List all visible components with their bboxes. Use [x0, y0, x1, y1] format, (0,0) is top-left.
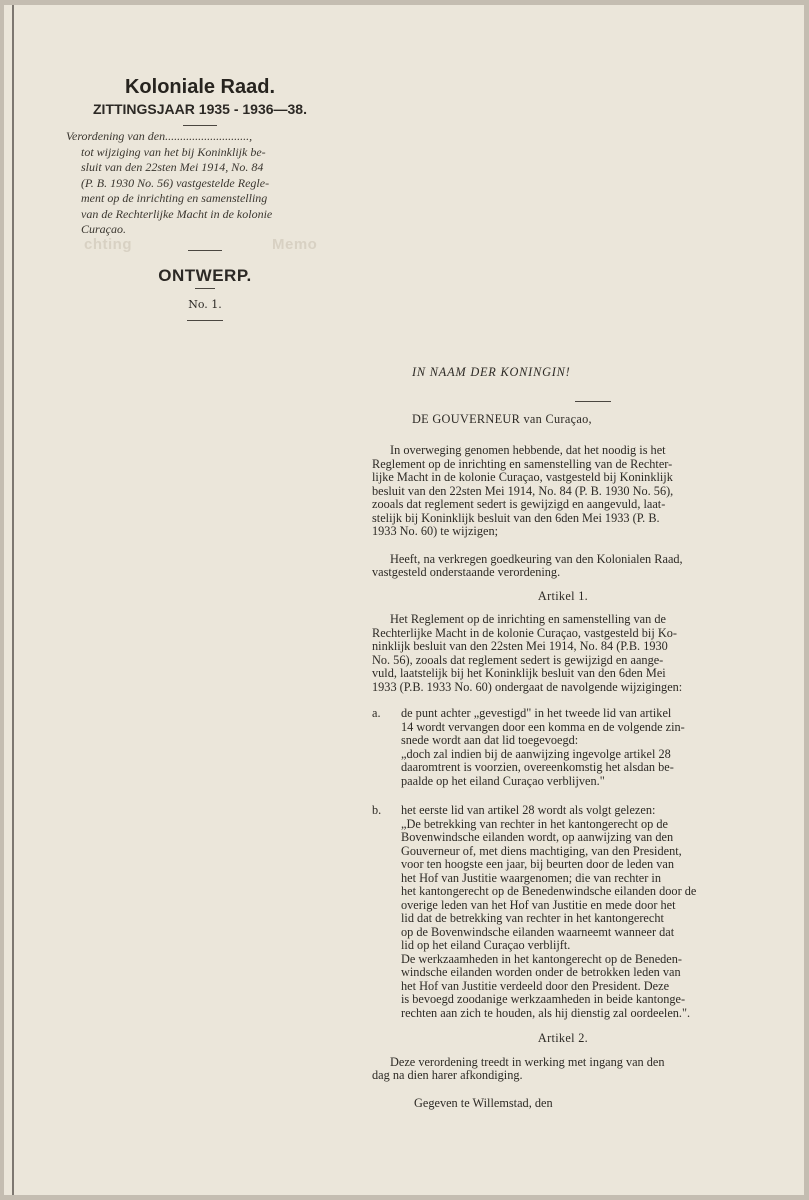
- draft-number: No. 1.: [188, 297, 222, 311]
- amendment-a-line: snede wordt aan dat lid toegevoegd:: [401, 733, 579, 747]
- amendment-b-line: Gouverneur of, met diens machtiging, van den President,: [401, 843, 682, 858]
- number-divider: [187, 320, 223, 321]
- article-2-line: Deze verordening treedt in werking met ingang van den: [390, 1054, 665, 1069]
- amendment-b-line: lid dat de betrekking van rechter in het kantongerecht: [401, 911, 664, 925]
- amendment-b-line: Bovenwindsche eilanden wordt, op aanwijzing van den: [401, 830, 674, 844]
- title-line: ment op de inrichting en samenstelling: [81, 191, 268, 205]
- preamble-line: 1933 No. 60) te wijzigen;: [372, 524, 499, 538]
- amendment-a-letter: a.: [372, 706, 381, 720]
- amendment-b-line: rechten aan zich te houden, als hij dienstig zal oordeelen.".: [401, 1005, 691, 1020]
- closing-line: Gegeven te Willemstad, den: [414, 1095, 553, 1110]
- amendment-b-line: het eerste lid van artikel 28 wordt als volgt gelezen:: [401, 803, 656, 817]
- preamble-line: stelijk bij Koninklijk besluit van den 6den Mei 1933 (P. B.: [372, 510, 660, 525]
- article-1-line: Rechterlijke Macht in de kolonie Curaçao, vastgesteld bij Ko-: [372, 625, 677, 640]
- title-divider: [188, 250, 222, 251]
- amendment-b-line: op de Bovenwindsche eilanden waarneemt wanneer dat: [401, 924, 675, 939]
- amendment-b-text: [401, 804, 754, 1020]
- article-1-line: ninklijk besluit van den 22sten Mei 1914, No. 84 (P.B. 1930: [372, 639, 668, 653]
- bleed-through-text-right: Memo: [272, 236, 318, 253]
- draft-underline: [195, 288, 215, 289]
- article-2-heading: Artikel 2.: [537, 1031, 589, 1045]
- preamble-line: zooals dat reglement sedert is gewijzigd en aangevuld, laat-: [372, 497, 666, 511]
- article-1-line: 1933 (P.B. 1933 No. 60) ondergaat de navolgende wijzigingen:: [372, 679, 683, 694]
- title-line: (P. B. 1930 No. 56) vastgestelde Regle-: [81, 175, 270, 190]
- article-2-paragraph: [372, 1056, 754, 1083]
- article-1-line: No. 56), zooals dat reglement sedert is gewijzigd en aange-: [372, 652, 664, 667]
- amendment-a-line: daaromtrent is voorzien, overeenkomstig het alsdan be-: [401, 760, 674, 774]
- amendment-b-line: is bevoegd zoodanige werkzaamheden in beide kantonge-: [401, 992, 686, 1006]
- preamble-line: Reglement op de inrichting en samenstelling van de Rechter-: [372, 456, 673, 471]
- article-1-paragraph: [372, 613, 754, 694]
- governor-line: DE GOUVERNEUR van Curaçao,: [412, 411, 592, 426]
- enactment-line: Heeft, na verkregen goedkeuring van den Kolonialen Raad,: [390, 551, 683, 566]
- amendment-a: [372, 707, 754, 788]
- article-1-line: Het Reglement op de inrichting en samenstelling van de: [390, 612, 666, 626]
- amendment-b-line: het kantongerecht op de Benedenwindsche eilanden door de: [401, 884, 697, 898]
- invocation: IN NAAM DER KONINGIN!: [412, 365, 571, 379]
- amendment-b: [372, 804, 754, 1020]
- amendment-b-line: „De betrekking van rechter in het kantongerecht op de: [401, 816, 669, 831]
- amendment-b-line: windsche eilanden worden onder de betrokken leden van: [401, 965, 681, 979]
- amendment-b-line: voor ten hoogste een jaar, bij beurten door de leden van: [401, 857, 675, 871]
- council-name: Koloniale Raad.: [124, 76, 276, 98]
- amendment-a-line: „doch zal indien bij de aanwijzing ingevolge artikel 28: [401, 746, 671, 761]
- preamble-line: In overweging genomen hebbende, dat het noodig is het: [390, 443, 666, 457]
- enactment-paragraph: [372, 553, 754, 580]
- article-2-line: dag na dien harer afkondiging.: [372, 1068, 523, 1082]
- amendment-a-line: paalde op het eiland Curaçao verblijven.": [401, 773, 605, 788]
- title-line: van de Rechterlijke Macht in de kolonie: [81, 206, 273, 221]
- amendment-a-text: [401, 707, 754, 788]
- draft-heading: ONTWERP.: [158, 265, 252, 285]
- amendment-b-letter: b.: [372, 803, 382, 817]
- amendment-b-line: overige leden van het Hof van Justitie en mede door het: [401, 897, 676, 912]
- article-1-heading: Artikel 1.: [537, 588, 589, 603]
- title-line: Verordening van den............................,: [66, 129, 253, 143]
- header-divider: [183, 125, 217, 126]
- amendment-b-line: lid op het eiland Curaçao verblijft.: [401, 938, 571, 952]
- document-header: [60, 75, 340, 321]
- article-1-line: vuld, laatstelijk bij het Koninklijk besluit van den 6den Mei: [372, 666, 666, 680]
- title-line: sluit van den 22sten Mei 1914, No. 84: [81, 160, 264, 174]
- invocation-divider: [575, 401, 611, 402]
- amendment-a-line: 14 wordt vervangen door een komma en de volgende zin-: [401, 719, 685, 734]
- preamble-line: besluit van den 22sten Mei 1914, No. 84 (P. B. 1930 No. 56),: [372, 483, 674, 498]
- page-left-edge-rule: [12, 5, 14, 1195]
- ordinance-body: [372, 360, 754, 1110]
- title-line: tot wijziging van het bij Koninklijk be-: [81, 144, 266, 159]
- preamble-line: lijke Macht in de kolonie Curaçao, vastgesteld bij Koninklijk: [372, 470, 673, 484]
- preamble-paragraph: [372, 444, 754, 539]
- amendment-b-line: het Hof van Justitie verdeeld door den President. Deze: [401, 978, 670, 993]
- title-line: Curaçao.: [81, 222, 126, 236]
- amendment-b-line: De werkzaamheden in het kantongerecht op de Beneden-: [401, 951, 682, 966]
- enactment-line: vastgesteld onderstaande verordening.: [372, 565, 561, 579]
- ordinance-title: [66, 129, 334, 238]
- amendment-b-line: het Hof van Justitie waargenomen; die van rechter in: [401, 870, 661, 885]
- bleed-through-text-left: chting: [84, 236, 132, 253]
- session-year: ZITTINGSJAAR 1935 - 1936—38.: [93, 101, 307, 117]
- amendment-a-line: de punt achter „gevestigd" in het tweede lid van artikel: [401, 706, 672, 720]
- document-page: [4, 5, 804, 1195]
